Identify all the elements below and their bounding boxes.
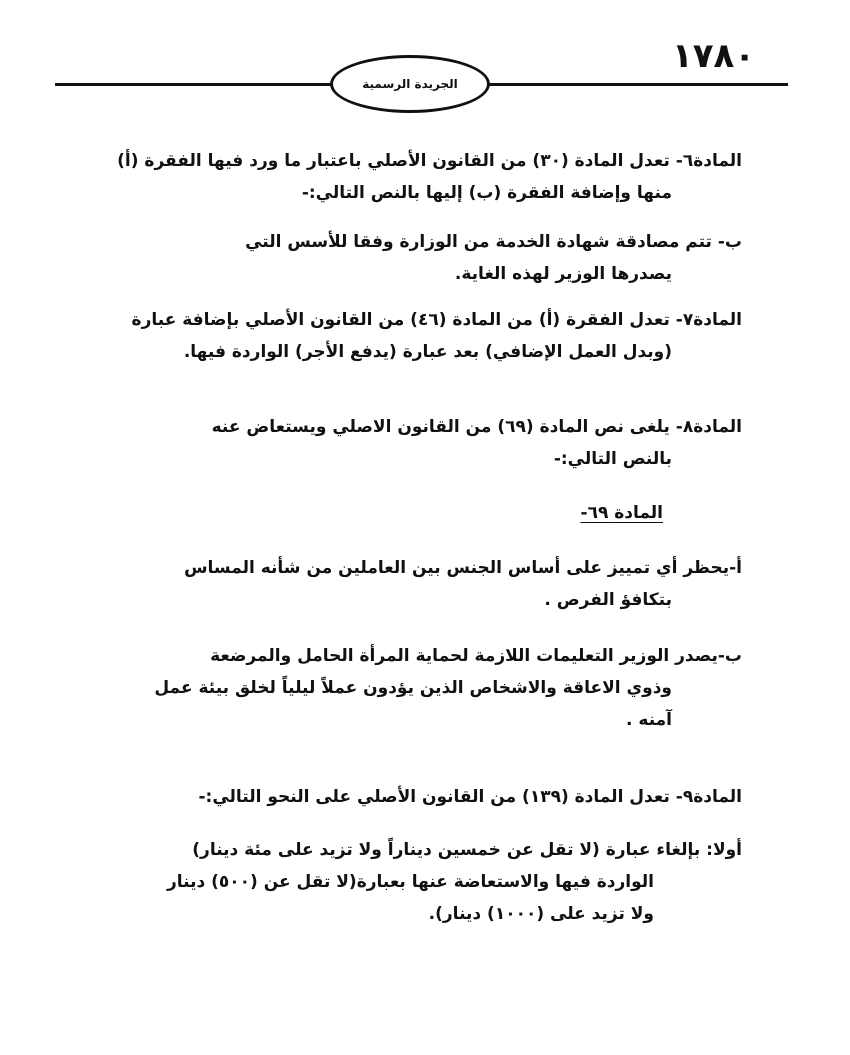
masthead-oval [330, 55, 490, 113]
article-69-heading: المادة ٦٩- [580, 503, 663, 523]
article-6-line-1: المادة٦- تعدل المادة (٣٠) من القانون الأصلي باعتبار ما ورد فيها الفقرة (أ) [117, 151, 742, 171]
article-9 [102, 781, 742, 813]
article-9-first-line-2: الواردة فيها والاستعاضة عنها بعبارة(لا تقل عن (٥٠٠) دينار [166, 872, 654, 892]
article-6-paragraph-b [102, 226, 742, 290]
article-9-first [102, 834, 742, 930]
article-69-a-line-2: بتكافؤ الفرص . [544, 590, 672, 610]
masthead-title: الجريدة الرسمية [362, 77, 458, 91]
article-69-paragraph-b [102, 640, 742, 736]
article-69-paragraph-a [102, 552, 742, 616]
article-9-first-line-3: ولا تزيد على (١٠٠٠) دينار). [428, 904, 654, 924]
article-69-b-line-3: آمنه . [626, 710, 672, 730]
article-69-b-line-2: وذوي الاعاقة والاشخاص الذين يؤدون عملاً ليلياً لخلق بيئة عمل [154, 678, 672, 698]
article-9-first-line-1: أولا: بإلغاء عبارة (لا تقل عن خمسين ديناراً ولا تزيد على مئة دينار) [192, 840, 742, 860]
article-8 [102, 411, 742, 475]
article-7-line-2: (وبدل العمل الإضافي) بعد عبارة (يدفع الأجر) الواردة فيها. [183, 342, 672, 362]
article-6-b-line-1: ب- تتم مصادقة شهادة الخدمة من الوزارة وفقا للأسس التي [245, 232, 742, 252]
article-6-line-2: منها وإضافة الفقرة (ب) إليها بالنص التالي:- [301, 183, 672, 203]
page-number: ١٧٨٠ [672, 36, 756, 76]
article-6-b-line-2: يصدرها الوزير لهذه الغاية. [454, 264, 672, 284]
article-8-line-2: بالنص التالي:- [553, 449, 672, 469]
article-7-line-1: المادة٧- تعدل الفقرة (أ) من المادة (٤٦) من القانون الأصلي بإضافة عبارة [131, 310, 742, 330]
article-6 [102, 145, 742, 209]
article-9-line-1: المادة٩- تعدل المادة (١٣٩) من القانون الأصلي على النحو التالي:- [198, 787, 742, 807]
article-69-b-line-1: ب-يصدر الوزير التعليمات اللازمة لحماية المرأة الحامل والمرضعة [210, 646, 742, 666]
article-8-line-1: المادة٨- يلغى نص المادة (٦٩) من القانون الاصلي ويستعاض عنه [211, 417, 742, 437]
article-69-a-line-1: أ-يحظر أي تمييز على أساس الجنس بين العاملين من شأنه المساس [184, 558, 742, 578]
article-7 [102, 304, 742, 368]
